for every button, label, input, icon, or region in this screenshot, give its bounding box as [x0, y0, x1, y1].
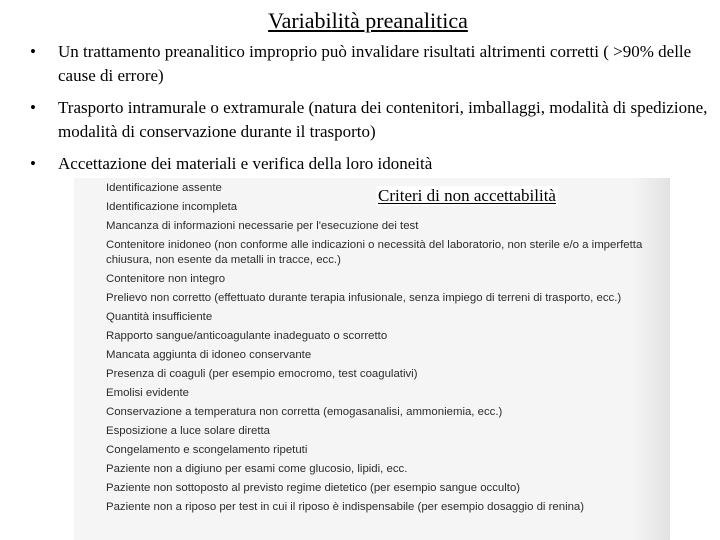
criteria-item: Mancanza di informazioni necessarie per l'esecuzione dei test: [106, 220, 419, 232]
bullet-text: Trasporto intramurale o extramurale (natura dei contenitori, imballaggi, modalità di spedizione, modalità di conservazione durante il trasporto): [58, 98, 708, 141]
criteria-caption: Criteri di non accettabilità: [378, 186, 556, 205]
criteria-item: Paziente non a riposo per test in cui il riposo è indispensabile (per esempio dosaggio di renina): [106, 501, 585, 513]
criteria-item: Rapporto sangue/anticoagulante inadeguato o scorretto: [106, 330, 388, 342]
bullet-text: Un trattamento preanalitico improprio può invalidare risultati altrimenti corretti ( >90% delle cause di errore): [58, 42, 692, 85]
criteria-item: Identificazione assente: [106, 182, 222, 194]
criteria-item: Congelamento e scongelamento ripetuti: [106, 444, 308, 456]
slide-title: Variabilità preanalitica: [268, 8, 468, 33]
bullet-text: Accettazione dei materiali e verifica della loro idoneità: [58, 154, 433, 173]
criteria-item: Prelievo non corretto (effettuato durante terapia infusionale, senza impiego di terreni di trasporto, ecc.): [106, 292, 622, 304]
criteria-item: Quantità insufficiente: [106, 311, 213, 323]
criteria-item: Presenza di coaguli (per esempio emocromo, test coagulativi): [106, 368, 418, 380]
bullet-item: [0, 96, 720, 144]
criteria-item: Conservazione a temperatura non corretta (emogasanalisi, ammoniemia, ecc.): [106, 406, 503, 418]
criteria-item: Paziente non a digiuno per esami come glucosio, lipidi, ecc.: [106, 463, 408, 475]
criteria-item: Identificazione incompleta: [106, 201, 238, 213]
criteria-item: Contenitore non integro: [106, 273, 226, 285]
criteria-item: Paziente non sottoposto al previsto regime dietetico (per esempio sangue occulto): [106, 482, 521, 494]
bullet-dot-icon: •: [30, 98, 36, 117]
criteria-item: Mancata aggiunta di idoneo conservante: [106, 349, 312, 361]
bullet-item: [0, 40, 720, 88]
criteria-item: Emolisi evidente: [106, 387, 189, 399]
bullet-list: [0, 40, 720, 184]
criteria-item: Esposizione a luce solare diretta: [106, 425, 270, 437]
criteria-item: Contenitore inidoneo (non conforme alle indicazioni o necessità del laboratorio, non sterile e/o a imperfetta chiusura, non esente da metalli in tracce, ecc.): [106, 239, 643, 266]
criteria-list: [106, 181, 666, 519]
bullet-dot-icon: •: [30, 154, 36, 173]
bullet-item: [0, 152, 720, 176]
scanned-criteria-image: [74, 178, 670, 540]
bullet-dot-icon: •: [30, 42, 36, 61]
